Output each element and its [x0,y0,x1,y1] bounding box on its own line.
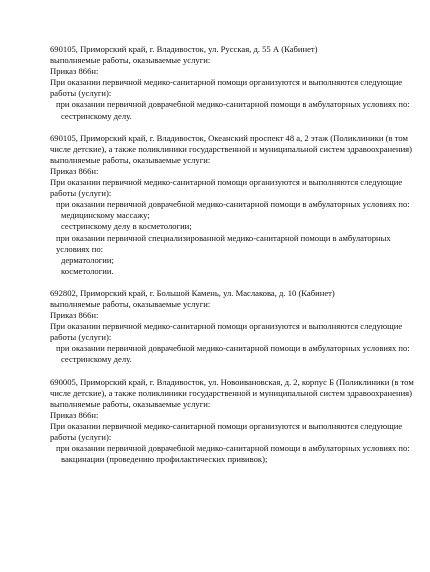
service-item: косметологии. [61,265,114,276]
address-line: 690005, Приморский край, г. Владивосток, ул. Новоивановская, д. 2, корпус Б (Поликлиники (в том числе детские), а также поликлиники государственной и муниципальной систем здравоохранения) [50,376,414,398]
service-item: сестринскому делу. [61,110,132,121]
document-page [50,44,420,476]
category-line: при оказании первичной специализированной медико-санитарной помощи в амбулаторных условиях по: [56,232,391,254]
works-line: выполняемые работы, оказываемые услуги: [50,298,211,309]
service-item: сестринскому делу. [61,354,132,365]
works-line: выполняемые работы, оказываемые услуги: [50,55,211,66]
intro-line: При оказании первичной медико-санитарной помощи организуются и выполняются следующие работы (услуги): [50,321,403,343]
intro-line: При оказании первичной медико-санитарной помощи организуются и выполняются следующие работы (услуги): [50,420,403,442]
order-line: Приказ 866н: [50,66,99,77]
service-item: дерматологии; [61,254,114,265]
service-item: медицинскому массажу; [61,210,150,221]
address-line: 690105, Приморский край, г. Владивосток, ул. Русская, д. 55 А (Кабинет) [50,44,318,54]
order-line: Приказ 866н: [50,310,99,321]
service-item: вакцинации (проведению профилактических прививок); [61,454,268,465]
address-line: 690105, Приморский край, г. Владивосток, Океанский проспект 48 а, 2 этаж (Поликлиники (в том числе детские), а также поликлиники государственной и муниципальной систем здравоохранения) [50,132,412,154]
license-address-block [50,133,420,277]
order-line: Приказ 866н: [50,165,99,176]
category-line: при оказании первичной доврачебной медико-санитарной помощи в амбулаторных условиях по: [56,443,410,454]
intro-line: При оказании первичной медико-санитарной помощи организуются и выполняются следующие работы (услуги): [50,177,403,199]
license-address-block [50,288,420,366]
works-line: выполняемые работы, оказываемые услуги: [50,398,211,409]
address-line: 692802, Приморский край, г. Большой Камень, ул. Маслакова, д. 10 (Кабинет) [50,287,335,298]
service-item: сестринскому делу в косметологии; [61,221,192,232]
license-address-block [50,44,420,122]
works-line: выполняемые работы, оказываемые услуги: [50,154,211,165]
order-line: Приказ 866н: [50,409,99,420]
intro-line: При оказании первичной медико-санитарной помощи организуются и выполняются следующие работы (услуги): [50,77,403,99]
category-line: при оказании первичной доврачебной медико-санитарной помощи в амбулаторных условиях по: [56,199,410,210]
category-line: при оказании первичной доврачебной медико-санитарной помощи в амбулаторных условиях по: [56,99,410,110]
category-line: при оказании первичной доврачебной медико-санитарной помощи в амбулаторных условиях по: [56,343,410,354]
license-address-block [50,377,420,466]
